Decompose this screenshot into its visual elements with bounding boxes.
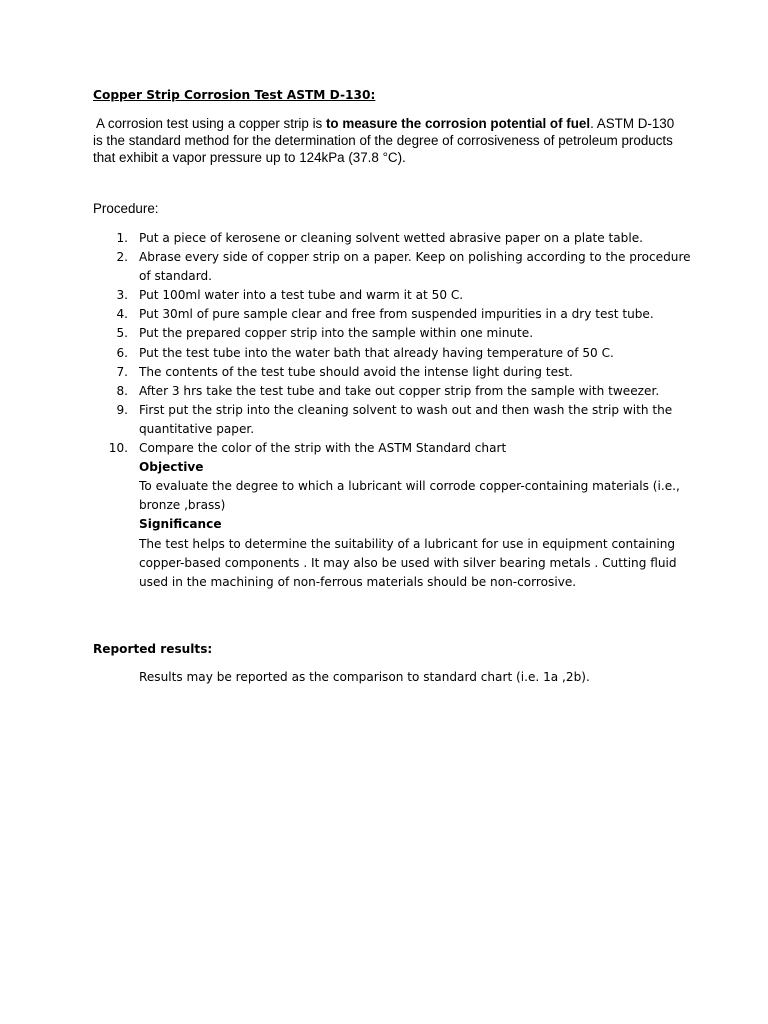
list-item-number: 1. xyxy=(116,231,128,245)
list-item-text: Put 30ml of pure sample clear and free from suspended impurities in a dry test tube. xyxy=(139,307,654,322)
list-item-text: Put a piece of kerosene or cleaning solvent wetted abrasive paper on a plate table. xyxy=(139,231,643,245)
significance-heading: Significance xyxy=(139,517,222,532)
intro-paragraph xyxy=(93,115,683,166)
list-item xyxy=(93,229,693,248)
list-item-number: 5. xyxy=(116,326,128,341)
list-item-number: 6. xyxy=(116,345,128,360)
reported-results-heading: Reported results: xyxy=(93,642,213,656)
procedure-list xyxy=(93,229,693,592)
list-item-number: 8. xyxy=(116,383,128,398)
list-item-text: The contents of the test tube should avoid the intense light during test. xyxy=(139,364,573,379)
list-item-text: Abrase every side of copper strip on a paper. Keep on polishing according to the procedure of standard. xyxy=(139,250,691,284)
objective-heading: Objective xyxy=(139,460,204,475)
list-item xyxy=(93,286,693,305)
list-item-text: Put the test tube into the water bath that already having temperature of 50 C. xyxy=(139,345,614,360)
list-item xyxy=(93,324,693,343)
list-item-number: 9. xyxy=(116,402,128,417)
intro-lead: A corrosion test using a copper strip is xyxy=(93,116,326,131)
reported-results-text: Results may be reported as the comparison to standard chart (i.e. 1a ,2b). xyxy=(139,670,590,684)
list-item xyxy=(93,439,693,458)
list-item-number: 2. xyxy=(116,250,128,265)
procedure-label: Procedure: xyxy=(93,201,159,216)
list-item-number: 7. xyxy=(116,364,128,379)
list-item-number: 4. xyxy=(116,307,128,322)
document-title: Copper Strip Corrosion Test ASTM D-130: xyxy=(93,88,376,102)
intro-rest: . ASTM D-130 is the standard method for the determination of the degree of corrosiveness of petroleum products that exhibit a vapor pressure up to 124kPa (37.8 °C). xyxy=(93,116,675,165)
list-item xyxy=(93,248,693,286)
objective-text: To evaluate the degree to which a lubricant will corrode copper-containing materials (i.e., bronze ,brass) xyxy=(139,479,680,513)
list-item xyxy=(93,305,693,324)
significance-text: The test helps to determine the suitability of a lubricant for use in equipment containing copper-based components . It may also be used with silver bearing metals . Cutting fluid used in the machining of non-ferrous materials should be non-corrosive. xyxy=(139,536,677,589)
list-item-text: Put 100ml water into a test tube and warm it at 50 C. xyxy=(139,288,464,303)
list-item-text: After 3 hrs take the test tube and take out copper strip from the sample with tweezer. xyxy=(139,383,660,398)
list-item xyxy=(93,382,693,401)
list-item xyxy=(93,344,693,363)
list-item-number: 3. xyxy=(116,288,128,303)
list-item-number: 10. xyxy=(108,441,128,456)
list-item-text: First put the strip into the cleaning solvent to wash out and then wash the strip with the quantitative paper. xyxy=(139,402,673,436)
list-item-text: Put the prepared copper strip into the sample within one minute. xyxy=(139,326,534,341)
list-item xyxy=(93,363,693,382)
list-item xyxy=(93,401,693,439)
intro-bold-phrase: to measure the corrosion potential of fuel xyxy=(325,116,591,131)
list-item-text: Compare the color of the strip with the ASTM Standard chart xyxy=(139,441,507,456)
